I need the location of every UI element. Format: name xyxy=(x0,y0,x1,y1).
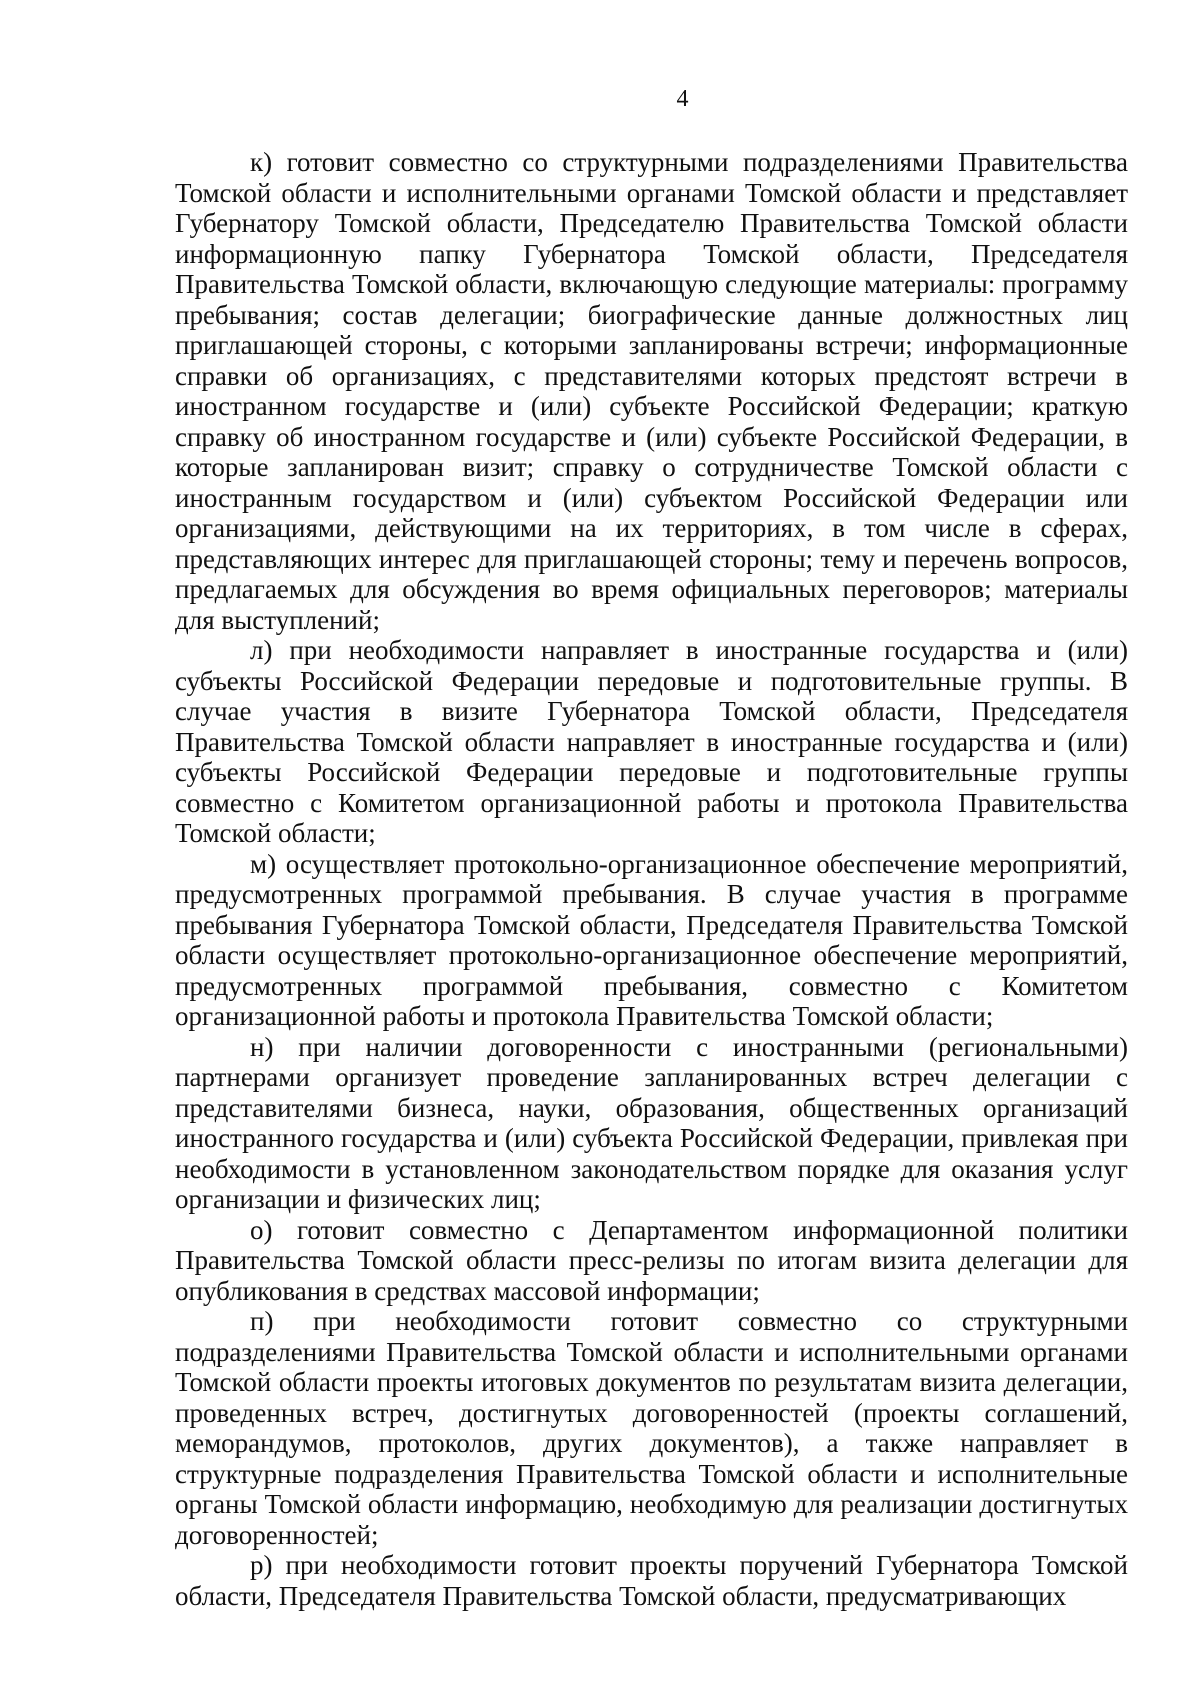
document-body xyxy=(175,147,1128,1611)
paragraph-r: р) при необходимости готовит проекты поручений Губернатора Томской области, Председателя Правительства Томской области, предусматривающих xyxy=(175,1550,1128,1611)
paragraph-l: л) при необходимости направляет в иностранные государства и (или) субъекты Российской Федерации передовые и подготовительные группы. В случае участия в визите Губернатора Томской области, Председателя Правительства Томской области направляет в иностранные государства и (или) субъекты Российской Федерации передовые и подготовительные группы совместно с Комитетом организационной работы и протокола Правительства Томской области; xyxy=(175,635,1128,848)
paragraph-p: п) при необходимости готовит совместно со структурными подразделениями Правительства Томской области и исполнительными органами Томской области проекты итоговых документов по результатам визита делегации, проведенных встреч, достигнутых договоренностей (проекты соглашений, меморандумов, протоколов, других документов), а также направляет в структурные подразделения Правительства Томской области и исполнительные органы Томской области информацию, необходимую для реализации достигнутых договоренностей; xyxy=(175,1306,1128,1550)
paragraph-n: н) при наличии договоренности с иностранными (региональными) партнерами организует проведение запланированных встреч делегации с представителями бизнеса, науки, образования, общественных организаций иностранного государства и (или) субъекта Российской Федерации, привлекая при необходимости в установленном законодательством порядке для оказания услуг организации и физических лиц; xyxy=(175,1031,1128,1214)
paragraph-m: м) осуществляет протокольно-организационное обеспечение мероприятий, предусмотренных программой пребывания. В случае участия в программе пребывания Губернатора Томской области, Председателя Правительства Томской области осуществляет протокольно-организационное обеспечение мероприятий, предусмотренных программой пребывания, совместно с Комитетом организационной работы и протокола Правительства Томской области; xyxy=(175,848,1128,1031)
paragraph-k: к) готовит совместно со структурными подразделениями Правительства Томской области и исполнительными органами Томской области и представляет Губернатору Томской области, Председателю Правительства Томской области информационную папку Губернатора Томской области, Председателя Правительства Томской области, включающую следующие материалы: программу пребывания; состав делегации; биографические данные должностных лиц приглашающей стороны, с которыми запланированы встречи; информационные справки об организациях, с представителями которых предстоят встречи в иностранном государстве и (или) субъекте Российской Федерации; краткую справку об иностранном государстве и (или) субъекте Российской Федерации, в которые запланирован визит; справку о сотрудничестве Томской области с иностранным государством и (или) субъектом Российской Федерации или организациями, действующими на их территориях, в том числе в сферах, представляющих интерес для приглашающей стороны; тему и перечень вопросов, предлагаемых для обсуждения во время официальных переговоров; материалы для выступлений; xyxy=(175,147,1128,635)
page-number: 4 xyxy=(676,86,689,112)
paragraph-o: о) готовит совместно с Департаментом информационной политики Правительства Томской области пресс-релизы по итогам визита делегации для опубликования в средствах массовой информации; xyxy=(175,1214,1128,1306)
